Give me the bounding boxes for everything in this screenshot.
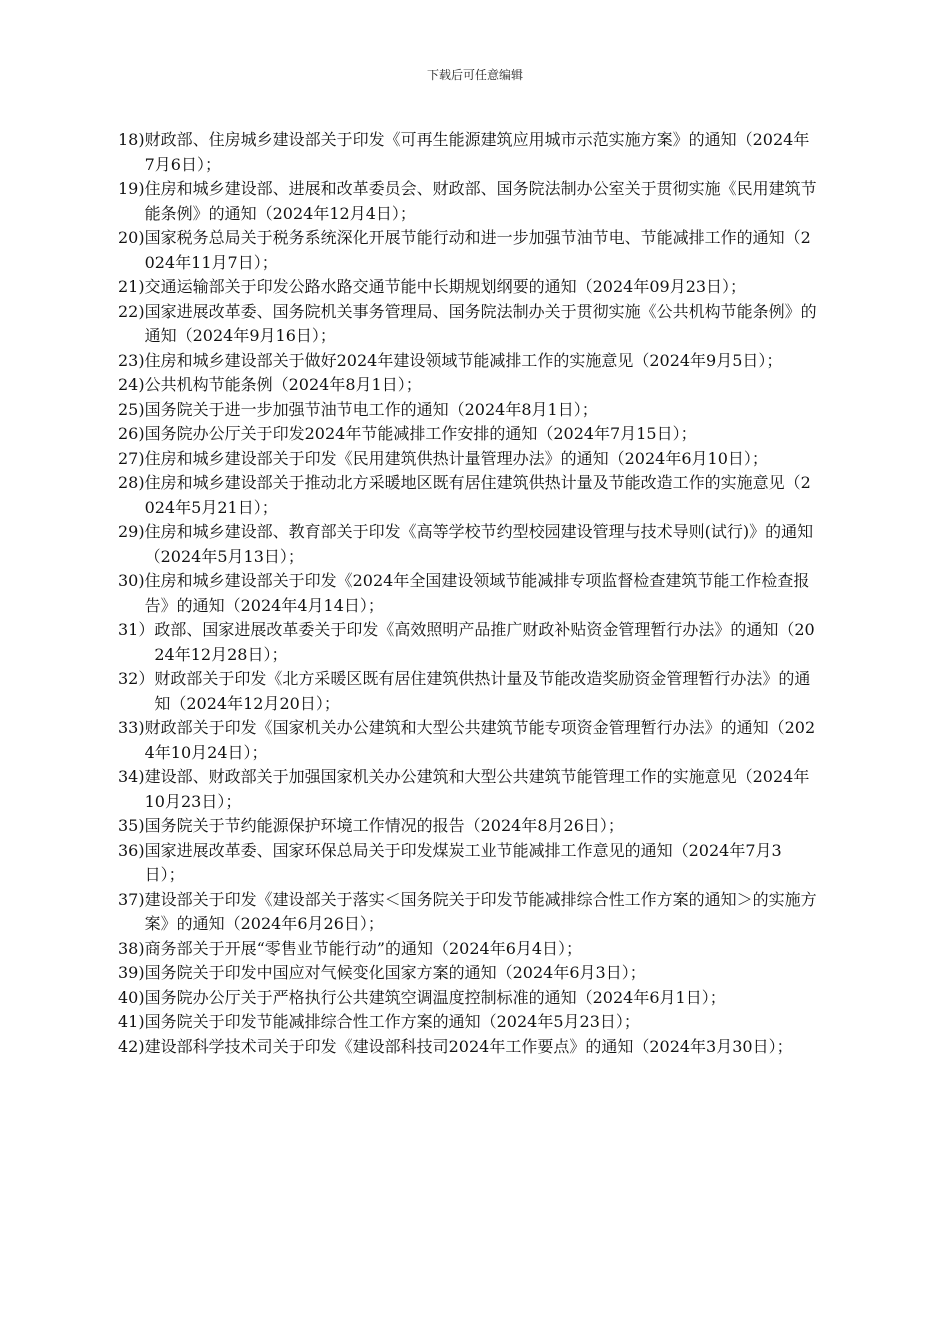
- item-number: 35): [118, 816, 145, 835]
- list-item: [118, 471, 818, 520]
- item-text: 建设部科学技术司关于印发《建设部科技司2024年工作要点》的通知（2024年3月30日）；: [144, 1036, 793, 1056]
- list-item: [118, 839, 818, 888]
- list-item: [118, 398, 818, 423]
- item-number: 28): [118, 473, 145, 492]
- list-item: [118, 937, 818, 962]
- item-text: 国家税务总局关于税务系统深化开展节能行动和进一步加强节油节电、节能减排工作的通知（2024年11月7日）；: [144, 228, 811, 272]
- item-number: 42): [118, 1036, 145, 1056]
- document-list: [118, 128, 818, 1059]
- item-text: 国家进展改革委、国务院机关事务管理局、国务院法制办关于贯彻实施《公共机构节能条例》的通知（2024年9月16日）；: [144, 301, 817, 345]
- item-number: 24): [118, 375, 145, 394]
- item-number: 23): [118, 350, 145, 370]
- item-text: 财政部关于印发《国家机关办公建筑和大型公共建筑节能专项资金管理暂行办法》的通知（2024年10月24日）；: [144, 718, 816, 762]
- item-number: 34): [118, 767, 145, 786]
- item-number: 31）: [118, 620, 155, 639]
- item-text: 住房和城乡建设部关于印发《民用建筑供热计量管理办法》的通知（2024年6月10日）；: [144, 448, 768, 468]
- item-number: 25): [118, 399, 145, 419]
- item-number: 38): [118, 938, 145, 958]
- list-item: [118, 986, 818, 1011]
- item-text: 住房和城乡建设部关于印发《2024年全国建设领域节能减排专项监督检查建筑节能工作检查报告》的通知（2024年4月14日）；: [144, 571, 810, 615]
- list-item: [118, 1035, 818, 1060]
- list-item: [118, 422, 818, 447]
- item-text: 建设部、财政部关于加强国家机关办公建筑和大型公共建筑节能管理工作的实施意见（2024年10月23日）；: [144, 767, 810, 811]
- item-number: 21): [118, 277, 145, 296]
- item-text: 国务院关于印发中国应对气候变化国家方案的通知（2024年6月3日）；: [144, 963, 646, 982]
- item-number: 37): [118, 889, 145, 909]
- list-item: [118, 569, 818, 618]
- item-number: 20): [118, 228, 145, 247]
- item-number: 29): [118, 522, 145, 541]
- item-number: 32）: [118, 669, 155, 688]
- list-item: [118, 1010, 818, 1035]
- list-item: [118, 667, 818, 716]
- item-text: 财政部关于印发《北方采暖区既有居住建筑供热计量及节能改造奖励资金管理暂行办法》的通知（2024年12月20日）；: [154, 669, 811, 713]
- item-text: 住房和城乡建设部、教育部关于印发《高等学校节约型校园建设管理与技术导则(试行)》的通知（2024年5月13日）；: [144, 522, 814, 566]
- item-number: 36): [118, 840, 145, 860]
- list-item: [118, 447, 818, 472]
- item-text: 国家进展改革委、国家环保总局关于印发煤炭工业节能减排工作意见的通知（2024年7月3日）；: [144, 840, 782, 884]
- list-item: [118, 888, 818, 937]
- item-text: 住房和城乡建设部、进展和改革委员会、财政部、国务院法制办公室关于贯彻实施《民用建筑节能条例》的通知（2024年12月4日）；: [144, 179, 817, 223]
- list-item: [118, 716, 818, 765]
- list-item: [118, 226, 818, 275]
- item-text: 住房和城乡建设部关于做好2024年建设领域节能减排工作的实施意见（2024年9月5日）；: [144, 350, 783, 370]
- list-item: [118, 814, 818, 839]
- item-number: 39): [118, 963, 145, 982]
- item-text: 国务院办公厅关于印发2024年节能减排工作安排的通知（2024年7月15日）；: [144, 424, 697, 443]
- list-item: [118, 128, 818, 177]
- item-number: 33): [118, 718, 145, 737]
- list-item: [118, 275, 818, 300]
- list-item: [118, 618, 818, 667]
- page-header: 下载后可任意编辑: [426, 68, 523, 82]
- item-text: 公共机构节能条例（2024年8月1日）；: [144, 375, 422, 394]
- list-item: [118, 300, 818, 349]
- list-item: [118, 373, 818, 398]
- item-text: 国务院关于节约能源保护环境工作情况的报告（2024年8月26日）；: [144, 816, 624, 835]
- item-number: 22): [118, 301, 145, 321]
- item-text: 商务部关于开展“零售业节能行动”的通知（2024年6月4日）；: [144, 938, 583, 958]
- item-number: 40): [118, 987, 145, 1007]
- item-number: 19): [118, 179, 145, 198]
- item-text: 建设部关于印发《建设部关于落实＜国务院关于印发节能减排综合性工作方案的通知＞的实施方案》的通知（2024年6月26日）；: [144, 889, 817, 933]
- item-text: 国务院办公厅关于严格执行公共建筑空调温度控制标准的通知（2024年6月1日）；: [144, 987, 726, 1007]
- item-number: 30): [118, 571, 145, 590]
- item-text: 国务院关于印发节能减排综合性工作方案的通知（2024年5月23日）；: [144, 1012, 640, 1031]
- item-number: 18): [118, 130, 145, 149]
- item-number: 26): [118, 424, 145, 443]
- list-item: [118, 177, 818, 226]
- list-item: [118, 520, 818, 569]
- list-item: [118, 349, 818, 374]
- item-text: 财政部、住房城乡建设部关于印发《可再生能源建筑应用城市示范实施方案》的通知（2024年7月6日）；: [144, 130, 810, 174]
- item-number: 41): [118, 1012, 145, 1031]
- list-item: [118, 765, 818, 814]
- item-text: 交通运输部关于印发公路水路交通节能中长期规划纲要的通知（2024年09月23日）；: [144, 277, 747, 296]
- item-text: 住房和城乡建设部关于推动北方采暖地区既有居住建筑供热计量及节能改造工作的实施意见（2024年5月21日）；: [144, 473, 811, 517]
- list-item: [118, 961, 818, 986]
- item-text: 政部、国家进展改革委关于印发《高效照明产品推广财政补贴资金管理暂行办法》的通知（2024年12月28日）；: [154, 620, 815, 664]
- item-number: 27): [118, 448, 145, 468]
- item-text: 国务院关于进一步加强节油节电工作的通知（2024年8月1日）；: [144, 399, 598, 419]
